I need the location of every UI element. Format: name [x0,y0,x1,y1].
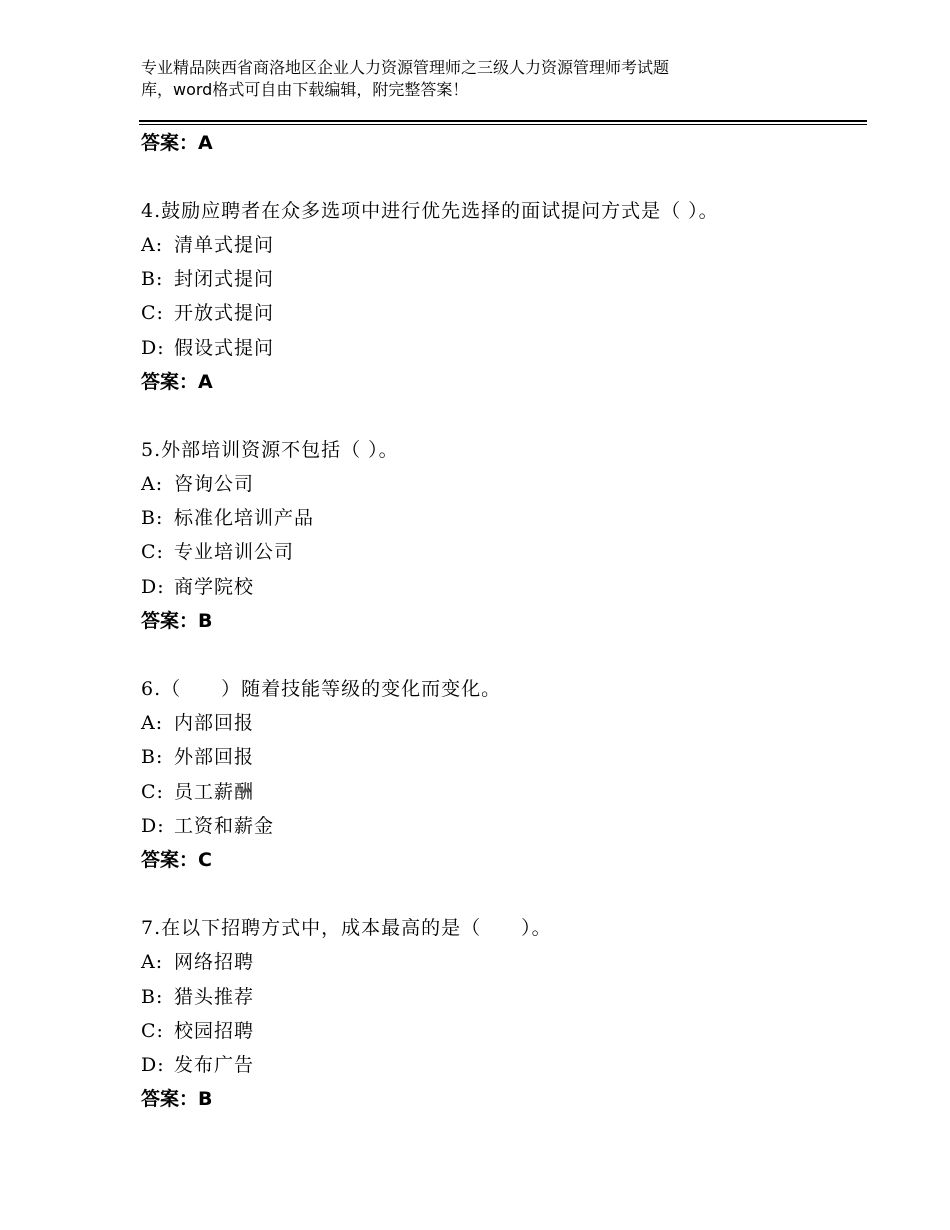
option-letter: C: [141,781,164,803]
option-text: 工资和薪金 [174,815,275,837]
option-text: 外部回报 [174,746,255,768]
question-7-stem: 7.在以下招聘方式中，成本最高的是（ ）。 [141,917,552,939]
question-5-option-d [141,575,254,599]
option-letter: C: [141,541,164,563]
option-letter: D: [141,576,165,598]
question-4-option-c [141,301,274,325]
question-6-stem: 6.（ ）随着技能等级的变化而变化。 [141,678,502,700]
option-text: 发布广告 [174,1054,255,1076]
question-4-option-d [141,336,274,360]
option-text: 商学院校 [174,576,255,598]
answer-q3: 答案：A [141,132,213,154]
option-letter: D: [141,337,165,359]
question-7-option-b [141,985,254,1009]
question-4-option-a [141,233,274,257]
option-letter: C: [141,1020,164,1042]
option-text: 网络招聘 [174,951,255,973]
document-header [141,57,781,101]
option-text: 员工薪酬 [174,781,255,803]
option-letter: A: [141,951,164,973]
option-letter: A: [141,234,164,256]
option-letter: B: [141,268,164,290]
option-letter: A: [141,712,164,734]
question-5-option-a [141,472,254,496]
option-text: 校园招聘 [174,1020,255,1042]
option-text: 猎头推荐 [174,986,255,1008]
answer-q5: 答案：B [141,610,213,632]
question-5-stem: 5.外部培训资源不包括（ ）。 [141,439,399,461]
answer-q4: 答案：A [141,371,213,393]
question-6-option-a [141,711,254,735]
option-text: 专业培训公司 [174,541,295,563]
option-letter: B: [141,507,164,529]
answer-q6: 答案：C [141,849,212,871]
option-letter: A: [141,473,164,495]
answer-q7: 答案：B [141,1088,213,1110]
question-4-stem: 4.鼓励应聘者在众多选项中进行优先选择的面试提问方式是（ ）。 [141,200,719,222]
header-line-2: 库，word格式可自由下载编辑，附完整答案！ [141,80,469,99]
option-letter: B: [141,986,164,1008]
question-5-option-c [141,540,294,564]
option-letter: D: [141,815,165,837]
header-rule-thin [139,124,867,125]
question-6-option-d [141,814,274,838]
question-5-option-b [141,506,314,530]
option-text: 内部回报 [174,712,255,734]
option-text: 开放式提问 [174,302,275,324]
option-text: 咨询公司 [174,473,255,495]
question-7-option-d [141,1053,254,1077]
option-letter: D: [141,1054,165,1076]
question-7-option-a [141,950,254,974]
question-6-option-b [141,745,254,769]
option-text: 假设式提问 [174,337,275,359]
option-text: 封闭式提问 [174,268,275,290]
option-text: 清单式提问 [174,234,275,256]
question-6-option-c [141,780,254,804]
question-7-option-c [141,1019,254,1043]
header-line-1: 专业精品陕西省商洛地区企业人力资源管理师之三级人力资源管理师考试题 [141,58,670,77]
option-letter: B: [141,746,164,768]
option-letter: C: [141,302,164,324]
question-4-option-b [141,267,274,291]
header-rule-thick [139,120,867,122]
option-text: 标准化培训产品 [174,507,315,529]
